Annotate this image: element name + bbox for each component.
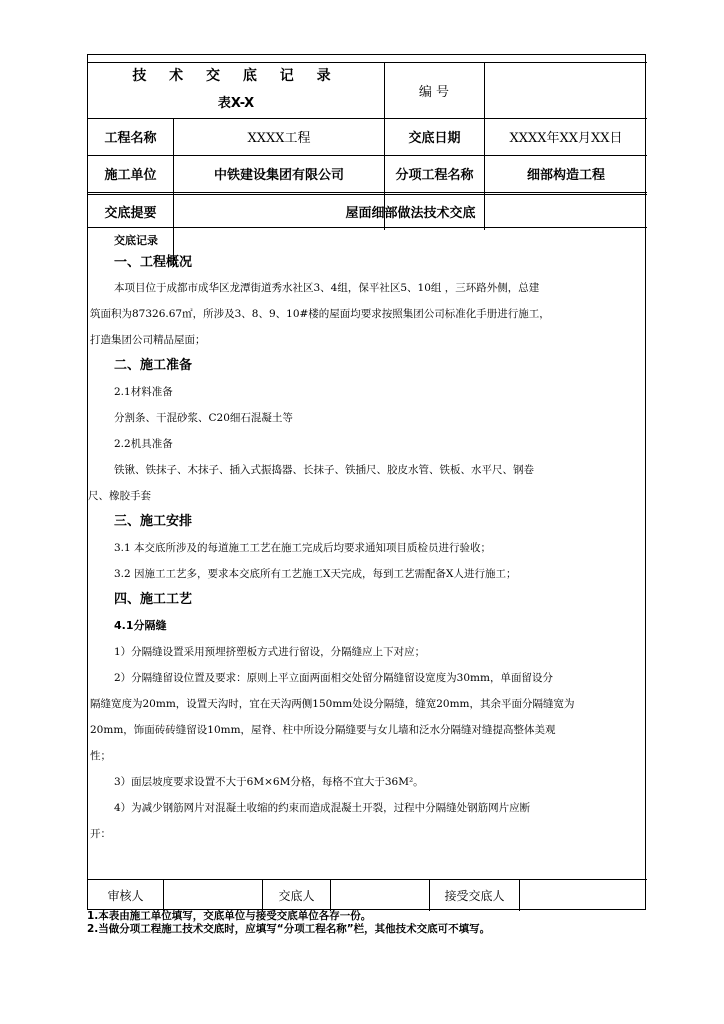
note-2: 2.当做分项工程施工技术交底时，应填写“分项工程名称”栏，其他技术交底可不填写。 [87,923,491,935]
discloser-signature[interactable] [331,880,429,911]
s1-line-1: 本项目位于成都市成华区龙潭街道秀水社区3、4组，保平社区5、10组 ，三环路外侧，总建 [114,282,540,294]
s4-p4-line-2: 开： [90,828,111,840]
date-value[interactable]: XXXX年XX月XX日 [509,131,623,146]
subproject-value[interactable]: 细部构造工程 [526,168,605,183]
s4-p2-line-4: 性； [90,750,111,762]
unit-label: 施工单位 [104,168,157,183]
s3-1: 3.1 本交底所涉及的每道施工工艺在施工完成后均要求通知项目质检员进行验收； [114,542,492,554]
s1-line-3: 打造集团公司精品屋面； [90,334,206,346]
reviewer-label: 审核人 [107,889,144,903]
s4-p2-line-2: 隔缝宽度为20mm，设置天沟时，宜在天沟两侧150mm处设分隔缝，缝宽20mm，其余平面分隔缝宽为 [90,698,575,710]
s4-p1: 1）分隔缝设置采用预埋挤塑板方式进行留设，分隔缝应上下对应； [114,646,426,658]
summary-label: 交底提要 [104,205,157,221]
s4-p2-line-3: 20mm，饰面砖砖缝留设10mm，屋脊、柱中所设分隔缝要与女儿墙和泛水分隔缝对缝提高整体美观 [90,724,556,736]
s3-2: 3.2 因施工工艺多，要求本交底所有工艺施工X天完成，每到工艺需配备X人进行施工； [114,568,517,580]
section-4-title: 四、施工工艺 [114,592,193,607]
receiver-label: 接受交底人 [444,889,505,903]
disclosure-form [87,54,646,910]
reviewer-signature[interactable] [164,880,262,911]
s4-p2-line-1: 2）分隔缝留设位置及要求：原则上平立面两面相交处留分隔缝留设宽度为30mm，单面留设分 [114,672,553,684]
s1-line-2: 筑面积为87326.67㎡，所涉及3、8、9、10#楼的屋面均要求按照集团公司标准化手册进行施工， [90,308,550,320]
receiver-signature[interactable] [520,880,647,911]
footnotes [87,910,646,936]
divider [88,192,647,193]
form-number: 表X-X [217,95,255,111]
s4-p3: 3）面层坡度要求设置不大于6M×6M分格，每格不宜大于36M²。 [114,776,424,788]
section-2-title: 二、施工准备 [114,358,193,373]
unit-value[interactable]: 中铁建设集团有限公司 [213,168,344,183]
s4-1-heading: 4.1分隔缝 [114,619,167,632]
record-body [88,231,647,847]
date-label: 交底日期 [408,131,461,146]
number-value[interactable] [485,62,647,118]
section-3-title: 三、施工安排 [114,514,193,529]
s2-2-line-1: 铁锹、铁抹子、木抹子、插入式振捣器、长抹子、铁插尺、胶皮水管、铁板、水平尺、钢卷 [114,464,534,476]
s2-1-text: 分割条、干混砂浆、C20细石混凝土等 [114,412,293,424]
section-1-title: 一、工程概况 [114,255,193,270]
s4-p4-line-1: 4）为减少钢筋网片对混凝土收缩的约束而造成混凝土开裂，过程中分隔缝处钢筋网片应断 [114,802,531,814]
s2-1-heading: 2.1材料准备 [114,386,173,398]
number-label: 编 号 [418,84,450,100]
summary-value[interactable]: 屋面细部做法技术交底 [345,205,476,221]
divider [88,227,647,228]
note-1: 1.本表由施工单位填写，交底单位与接受交底单位各存一份。 [87,910,372,922]
project-name-value[interactable]: XXXX工程 [247,131,311,146]
project-name-label: 工程名称 [104,131,157,146]
discloser-label: 交底人 [278,889,315,903]
s2-2-line-2: 尺、橡胶手套 [88,490,151,502]
form-title: 技 术 交 底 记 录 [132,68,340,84]
record-label: 交底记录 [114,234,158,247]
subproject-label: 分项工程名称 [395,168,474,183]
s2-2-heading: 2.2机具准备 [114,438,173,450]
